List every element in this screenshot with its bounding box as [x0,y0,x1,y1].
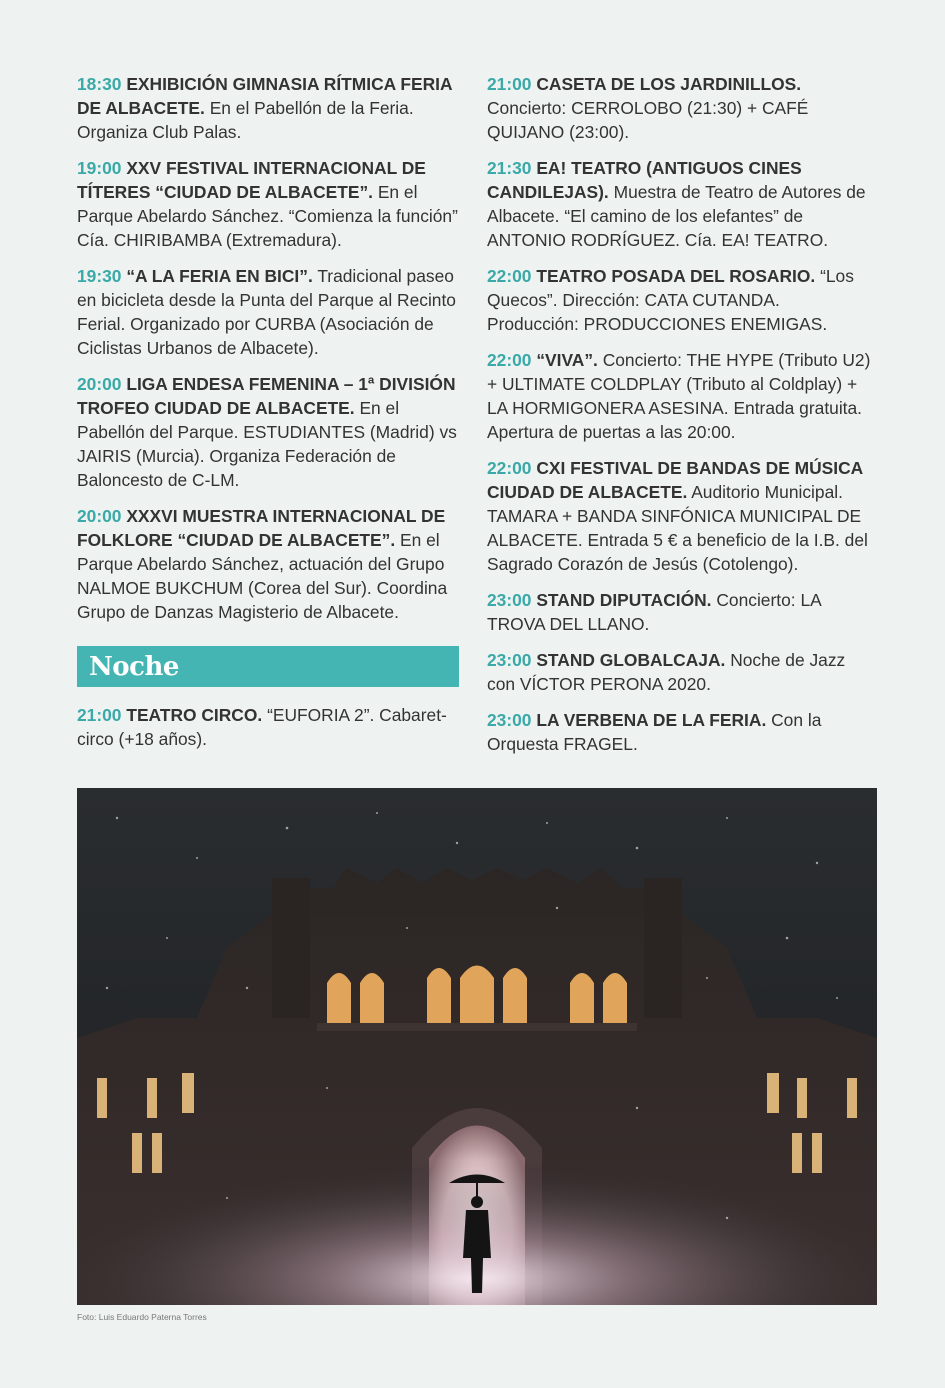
event-title: EA! TEATRO (ANTIGUOS CINES CANDILEJAS). [487,158,802,202]
event-time: 23:00 [487,650,532,670]
event-entry [487,264,872,336]
event-title: LIGA ENDESA FEMENINA – 1ª DIVISIÓN TROFEO CIUDAD DE ALBACETE. [77,374,456,418]
event-description: Noche de Jazz con VÍCTOR PERONA 2020. [487,650,846,694]
event-entry [487,348,872,444]
event-description: En el Pabellón del Parque. ESTUDIANTES (Madrid) vs JAIRIS (Murcia). Organiza Federación de Baloncesto de C-LM. [77,398,457,490]
event-title: LA VERBENA DE LA FERIA. [536,710,767,730]
event-title: CXI FESTIVAL DE BANDAS DE MÚSICA CIUDAD DE ALBACETE. [487,458,863,502]
event-title: TEATRO POSADA DEL ROSARIO. [536,266,816,286]
event-time: 19:30 [77,266,122,286]
event-entry [487,648,872,696]
event-time: 18:30 [77,74,122,94]
event-entry [487,72,872,144]
event-time: 21:00 [487,74,532,94]
left-column [77,72,459,763]
event-title: CASETA DE LOS JARDINILLOS. [536,74,802,94]
event-description: Concierto: LA TROVA DEL LLANO. [487,590,821,634]
night-building-photo [77,788,877,1305]
event-time: 20:00 [77,374,122,394]
event-description: Concierto: THE HYPE (Tributo U2) + ULTIMATE COLDPLAY (Tributo al Coldplay) + LA HORMIGONERA ASESINA. Entrada gratuita. Apertura de puertas a las 20:00. [487,350,871,442]
event-time: 21:30 [487,158,532,178]
event-description: En el Parque Abelardo Sánchez. “Comienza la función” Cía. CHIRIBAMBA (Extremadura). [77,182,458,250]
event-entry [487,156,872,252]
event-entry [77,72,459,144]
event-time: 21:00 [77,705,122,725]
event-description: “EUFORIA 2”. Cabaret-circo (+18 años). [77,705,447,749]
event-description: Con la Orquesta FRAGEL. [487,710,822,754]
event-time: 22:00 [487,350,532,370]
section-title: Noche [89,651,179,682]
event-time: 22:00 [487,458,532,478]
event-entry [487,588,872,636]
event-entry [77,703,459,751]
event-time: 19:00 [77,158,122,178]
event-entry [77,156,459,252]
event-title: XXXVI MUESTRA INTERNACIONAL DE FOLKLORE “CIUDAD DE ALBACETE”. [77,506,446,550]
event-entry [77,264,459,360]
event-entry [77,504,459,624]
event-title: STAND DIPUTACIÓN. [536,590,712,610]
photo-credit: Foto: Luis Eduardo Paterna Torres [77,1312,207,1322]
event-time: 22:00 [487,266,532,286]
event-title: “A LA FERIA EN BICI”. [126,266,313,286]
event-description: Muestra de Teatro de Autores de Albacete. “El camino de los elefantes” de ANTONIO RODRÍGUEZ. Cía. EA! TEATRO. [487,182,866,250]
event-time: 23:00 [487,710,532,730]
event-description: En el Pabellón de la Feria. Organiza Club Palas. [77,98,414,142]
event-entry [77,372,459,492]
event-title: EXHIBICIÓN GIMNASIA RÍTMICA FERIA DE ALBACETE. [77,74,452,118]
event-description: “Los Quecos”. Dirección: CATA CUTANDA. Producción: PRODUCCIONES ENEMIGAS. [487,266,854,334]
event-entry [487,708,872,756]
event-entry [487,456,872,576]
event-description: Concierto: CERROLOBO (21:30) + CAFÉ QUIJANO (23:00). [487,98,809,142]
event-time: 20:00 [77,506,122,526]
event-time: 23:00 [487,590,532,610]
section-header-noche [77,646,459,687]
event-title: STAND GLOBALCAJA. [536,650,726,670]
event-title: “VIVA”. [536,350,598,370]
event-title: XXV FESTIVAL INTERNACIONAL DE TÍTERES “CIUDAD DE ALBACETE”. [77,158,426,202]
event-title: TEATRO CIRCO. [126,705,263,725]
event-description: Tradicional paseo en bicicleta desde la Punta del Parque al Recinto Ferial. Organizado por CURBA (Asociación de Ciclistas Urbanos de Albacete). [77,266,456,358]
event-description: En el Parque Abelardo Sánchez, actuación del Grupo NALMOE BUKCHUM (Corea del Sur). Coordina Grupo de Danzas Magisterio de Albacete. [77,530,448,622]
event-description: Auditorio Municipal. TAMARA + BANDA SINFÓNICA MUNICIPAL DE ALBACETE. Entrada 5 € a beneficio de la I.B. del Sagrado Corazón de Jesús (Cotolengo). [487,482,868,574]
right-column [487,72,872,768]
